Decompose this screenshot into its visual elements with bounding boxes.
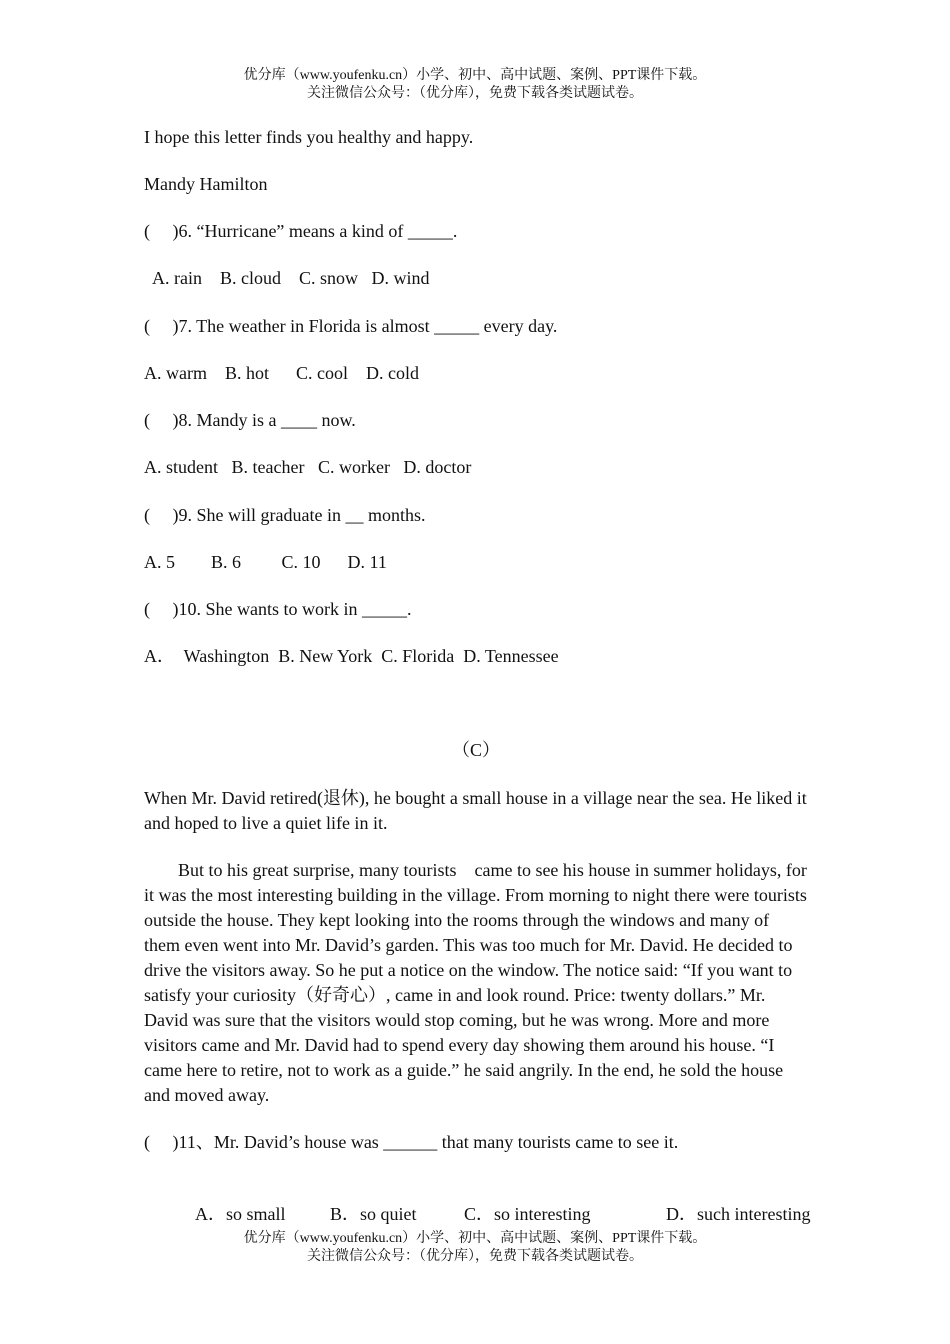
question-10: ( )10. She wants to work in _____. [144,599,412,619]
option-c: C．so interesting [464,1204,591,1224]
section-c-paragraph-2: But to his great surprise, many tourists came to see his house in summer holidays, for it was the most interesting building in the village. From morning to night there were tourists outside the house. They kept looking into the rooms through the windows and many of them even went into Mr. David’s garden. This was too much for Mr. David. He decided to drive the visitors away. So he put a notice on the window. The notice said: “If you want to satisfy your curiosity（好奇心）, came in and look round. Price: twenty dollars.” Mr. David was sure that the visitors would stop coming, but he was wrong. More and more visitors came and Mr. David had to spend every day showing them around his house. “I came here to retire, not to work as a guide.” he said angrily. In the end, he sold the house and moved away. [144,860,812,1105]
question-9: ( )9. She will graduate in __ months. [144,505,426,525]
option-d: D．such interesting [666,1204,811,1224]
question-8-options: A. student B. teacher C. worker D. doctor [144,457,472,477]
footer-line-1: 优分库（www.youfenku.cn）小学、初中、高中试题、案例、PPT课件下载。 [243,1231,707,1246]
section-c-paragraph-1: When Mr. David retired(退休), he bought a small house in a village near the sea. He liked it and hoped to live a quiet life in it. [144,788,807,833]
question-6: ( )6. “Hurricane” means a kind of _____. [144,221,458,241]
option-a: A．so small [195,1204,286,1224]
letter-closing: I hope this letter finds you healthy and happy. [144,127,474,147]
footer-line-2: 关注微信公众号：（优分库），免费下载各类试题试卷。 [307,1249,643,1264]
letter-signature: Mandy Hamilton [144,174,268,194]
question-7-options: A. warm B. hot C. cool D. cold [144,363,419,383]
page-header [0,67,950,103]
question-9-options: A. 5 B. 6 C. 10 D. 11 [144,552,387,572]
header-line-1: 优分库（www.youfenku.cn）小学、初中、高中试题、案例、PPT课件下载。 [243,68,707,83]
question-8: ( )8. Mandy is a ____ now. [144,410,356,430]
header-line-2: 关注微信公众号：（优分库），免费下载各类试题试卷。 [307,86,643,101]
question-7: ( )7. The weather in Florida is almost _____ every day. [144,316,558,336]
question-11: ( )11、Mr. David’s house was ______ that many tourists came to see it. [144,1132,679,1152]
question-10-options: A． Washington B. New York C. Florida D. Tennessee [144,646,559,666]
page-footer [0,1230,950,1266]
option-b: B．so quiet [330,1204,417,1224]
question-6-options: A. rain B. cloud C. snow D. wind [144,268,430,288]
section-c-title: （C） [451,740,500,760]
